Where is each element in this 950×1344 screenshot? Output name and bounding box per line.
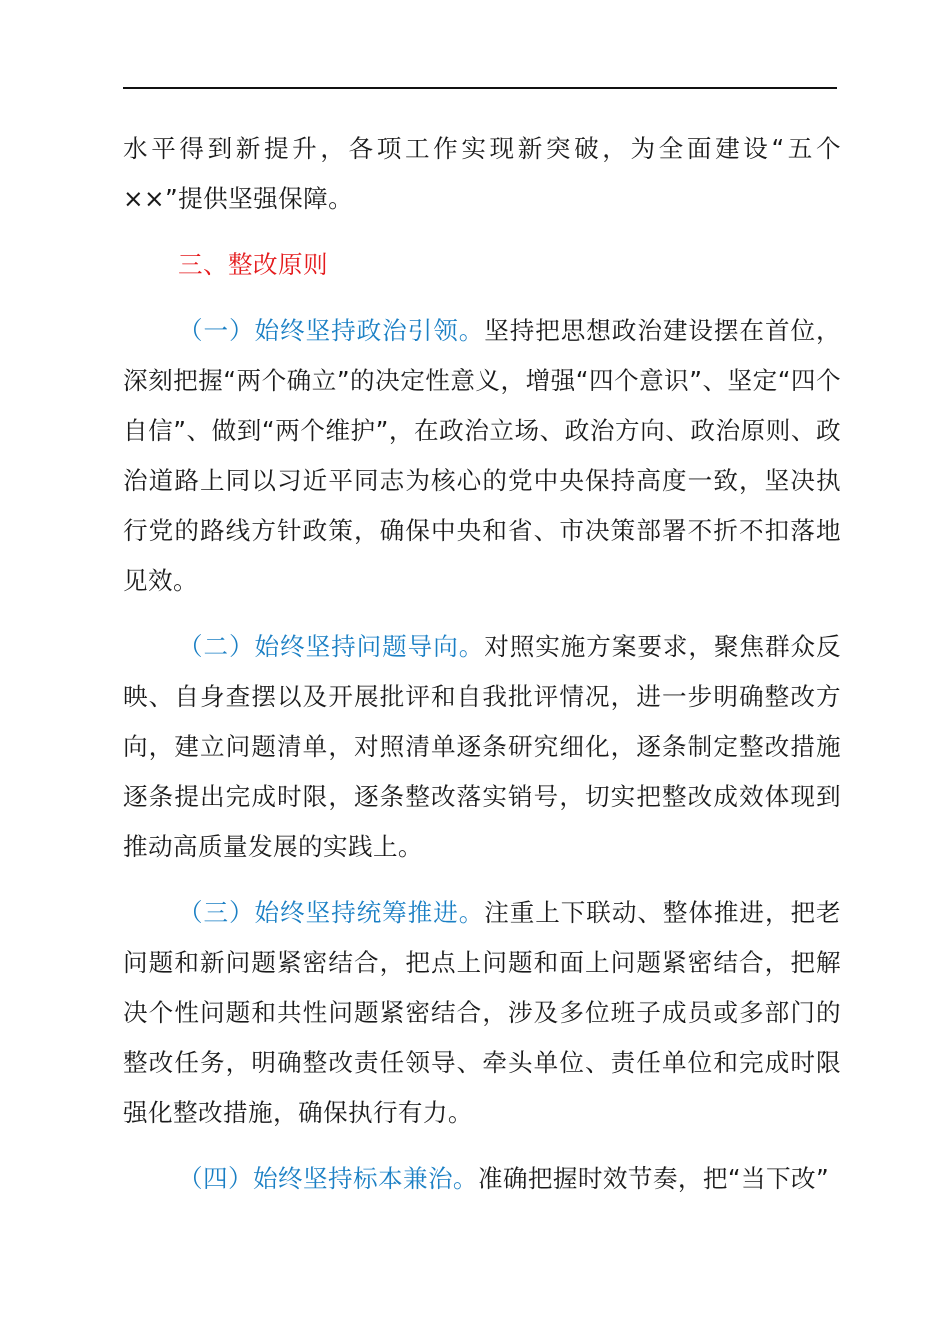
document-body bbox=[123, 124, 841, 1204]
section-heading: 三、整改原则 bbox=[178, 250, 328, 279]
principle-2-heading: （二）始终坚持问题导向。 bbox=[178, 632, 485, 661]
principle-2 bbox=[123, 622, 841, 872]
principle-2-body: 对照实施方案要求，聚焦群众反映、自身查摆以及开展批评和自我批评情况，进一步明确整改方向，建立问题清单，对照清单逐条研究细化，逐条制定整改措施逐条提出完成时限，逐条整改落实销号，切实把整改成效体现到推动高质量发展的实践上。 bbox=[123, 632, 841, 861]
principle-3 bbox=[123, 888, 841, 1138]
intro-paragraph: 水平得到新提升，各项工作实现新突破，为全面建设“五个××”提供坚强保障。 bbox=[123, 134, 841, 213]
principle-1-body: 坚持把思想政治建设摆在首位，深刻把握“两个确立”的决定性意义，增强“四个意识”、坚定“四个自信”、做到“两个维护”，在政治立场、政治方向、政治原则、政治道路上同以习近平同志为核心的党中央保持高度一致，坚决执行党的路线方针政策，确保中央和省、市决策部署不折不扣落地见效。 bbox=[123, 316, 841, 595]
principle-3-body: 注重上下联动、整体推进，把老问题和新问题紧密结合，把点上问题和面上问题紧密结合，把解决个性问题和共性问题紧密结合，涉及多位班子成员或多部门的整改任务，明确整改责任领导、牵头单位、责任单位和完成时限强化整改措施，确保执行有力。 bbox=[123, 898, 841, 1127]
header-rule bbox=[123, 87, 837, 89]
principle-4 bbox=[123, 1154, 841, 1204]
principle-3-heading: （三）始终坚持统筹推进。 bbox=[178, 898, 485, 927]
principle-1 bbox=[123, 306, 841, 606]
principle-4-body: 准确把握时效节奏，把“当下改” bbox=[477, 1164, 830, 1193]
principle-4-heading: （四）始终坚持标本兼治。 bbox=[178, 1164, 478, 1193]
principle-1-heading: （一）始终坚持政治引领。 bbox=[178, 316, 485, 345]
